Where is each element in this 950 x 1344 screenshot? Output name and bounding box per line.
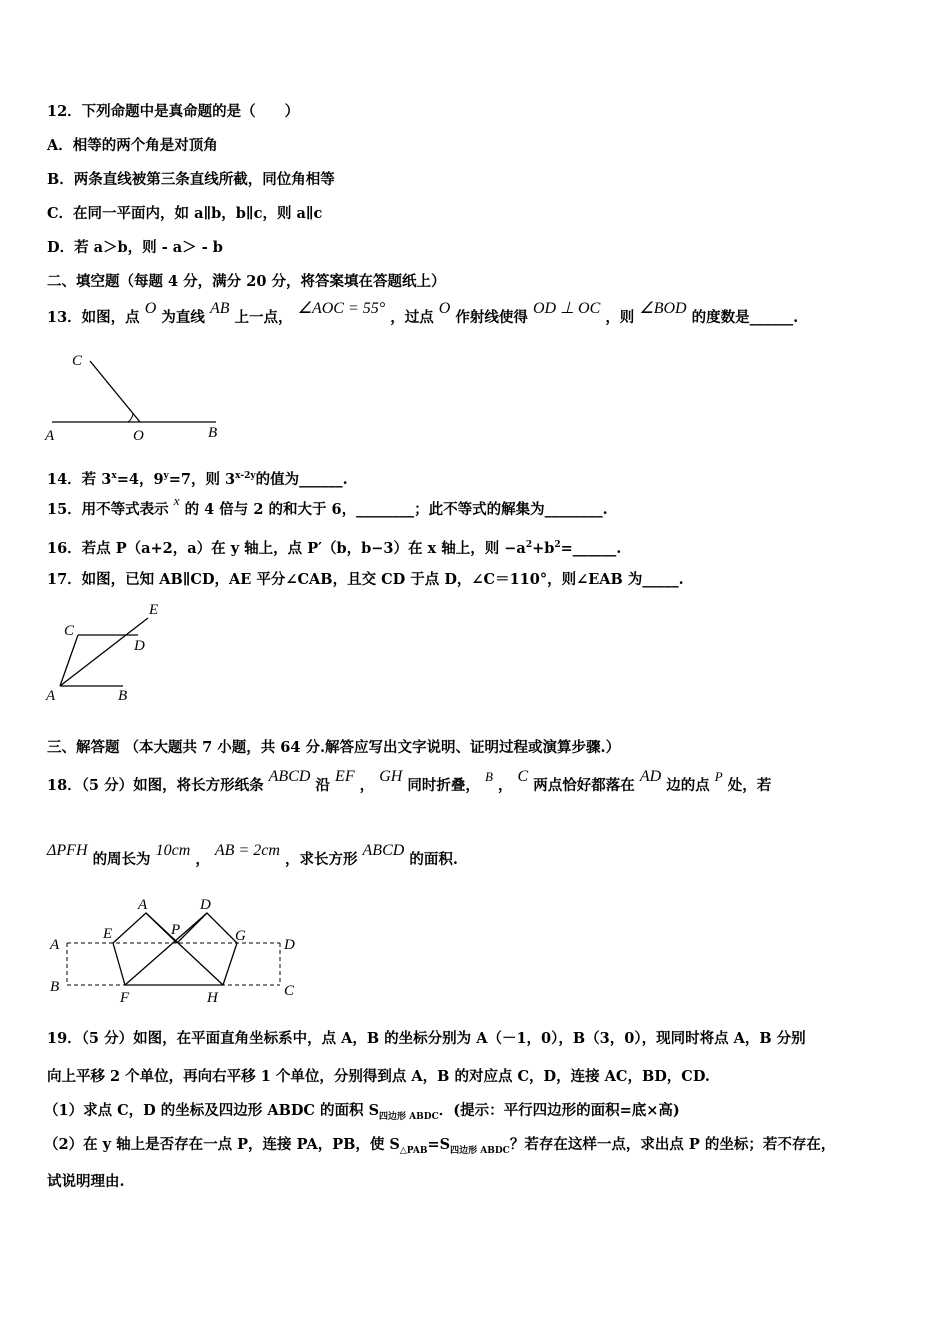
label-a: A bbox=[46, 688, 56, 704]
label-d-prime: D bbox=[200, 897, 211, 913]
q19-line-2: 向上平移 2 个单位，再向右平移 1 个单位，分别得到点 A，B 的对应点 C，D，连接 AC，BD，CD. bbox=[47, 1068, 710, 1085]
label-c: C bbox=[284, 983, 295, 999]
q15-text: 15．用不等式表示 x 的 4 倍与 2 的和大于 6，________；此不等式的解集为________. bbox=[47, 493, 608, 518]
q18-line-2: ΔPFH 的周长为 10cm ， AB = 2cm ，求长方形 ABCD 的面积. bbox=[47, 842, 458, 868]
segment-fd bbox=[125, 913, 207, 985]
label-a: A bbox=[50, 937, 60, 953]
label-b: B bbox=[208, 425, 218, 441]
q19-last-line: 试说明理由. bbox=[47, 1173, 125, 1190]
label-g: G bbox=[235, 928, 246, 944]
fold-right-top bbox=[177, 913, 237, 943]
angle-arc bbox=[128, 413, 133, 422]
section-2-heading: 二、填空题（每题 4 分，满分 20 分，将答案填在答题纸上） bbox=[47, 273, 446, 290]
q19-sub-2: （2）在 y 轴上是否存在一点 P，连接 PA，PB，使 $S_{\triangle PAB}=S_{四边形 ABDC}$？若存在这样一点，求出点 P 的坐标；若不存在， bbox=[44, 1136, 836, 1156]
q12-option-c: C．在同一平面内，如 a∥b，b∥c，则 a∥c bbox=[47, 205, 323, 222]
label-c: C bbox=[72, 353, 83, 369]
label-e: E bbox=[149, 602, 159, 618]
fold-left-top bbox=[113, 913, 177, 943]
q19-line-1: 19．（5 分）如图，在平面直角坐标系中，点 A，B 的坐标分别为 A（－1，0），B（3，0），现同时将点 A，B 分别 bbox=[47, 1030, 806, 1047]
q12-option-b: B．两条直线被第三条直线所截，同位角相等 bbox=[47, 171, 335, 188]
label-f: F bbox=[120, 990, 130, 1006]
q12-option-d: D．若 a＞b，则 - a＞ - b bbox=[47, 239, 223, 256]
segment-ef bbox=[113, 943, 125, 985]
label-p: P bbox=[171, 922, 181, 938]
q18-line-1: 18．（5 分）如图，将长方形纸条 ABCD 沿 EF ， GH 同时折叠， B ， C 两点恰好都落在 AD 边的点 P 处，若 bbox=[47, 768, 772, 794]
q13-text: 13．如图，点 O 为直线 AB 上一点， ∠AOC = 55° ，过点 O 作射线使得 OD ⊥ OC ，则 ∠BOD 的度数是______. bbox=[47, 300, 799, 326]
q18-figure bbox=[40, 895, 310, 1010]
q12-stem: 12．下列命题中是真命题的是（ ） bbox=[47, 103, 300, 120]
segment-gh bbox=[223, 943, 237, 985]
q17-text: 17．如图，已知 AB∥CD，AE 平分∠CAB，且交 CD 于点 D，∠C＝110°，则∠EAB 为_____. bbox=[47, 571, 684, 588]
label-c: C bbox=[64, 623, 75, 639]
q16-text: 16．若点 P（a+2，a）在 y 轴上，点 P′（b，b−3）在 x 轴上，则 $-a^2+b^2=\_\_\_\_\_\_$. bbox=[47, 539, 622, 557]
label-h: H bbox=[207, 990, 218, 1006]
label-e: E bbox=[103, 926, 113, 942]
q19-sub-1: （1）求点 C，D 的坐标及四边形 ABDC 的面积 $S_{四边形 ABDC}$．(提示：平行四边形的面积=底×高) bbox=[44, 1102, 680, 1122]
ray-oc bbox=[90, 361, 140, 422]
label-a-prime: A bbox=[138, 897, 148, 913]
label-o: O bbox=[133, 428, 144, 444]
label-b: B bbox=[50, 979, 60, 995]
label-d: D bbox=[284, 937, 295, 953]
q14-text: 14．若 $3^x=4$，$9^y=7$，则 $3^{x-2y}$的值为______. bbox=[47, 470, 348, 488]
q13-figure bbox=[40, 345, 230, 445]
segment-ah bbox=[146, 913, 223, 985]
label-d: D bbox=[134, 638, 145, 654]
q17-figure bbox=[40, 598, 170, 706]
q12-option-a: A．相等的两个角是对顶角 bbox=[47, 137, 218, 154]
section-3-heading: 三、解答题 （本大题共 7 小题，共 64 分.解答应写出文字说明、证明过程或演算步骤.） bbox=[47, 739, 621, 756]
label-b: B bbox=[118, 688, 128, 704]
label-a: A bbox=[45, 428, 55, 444]
